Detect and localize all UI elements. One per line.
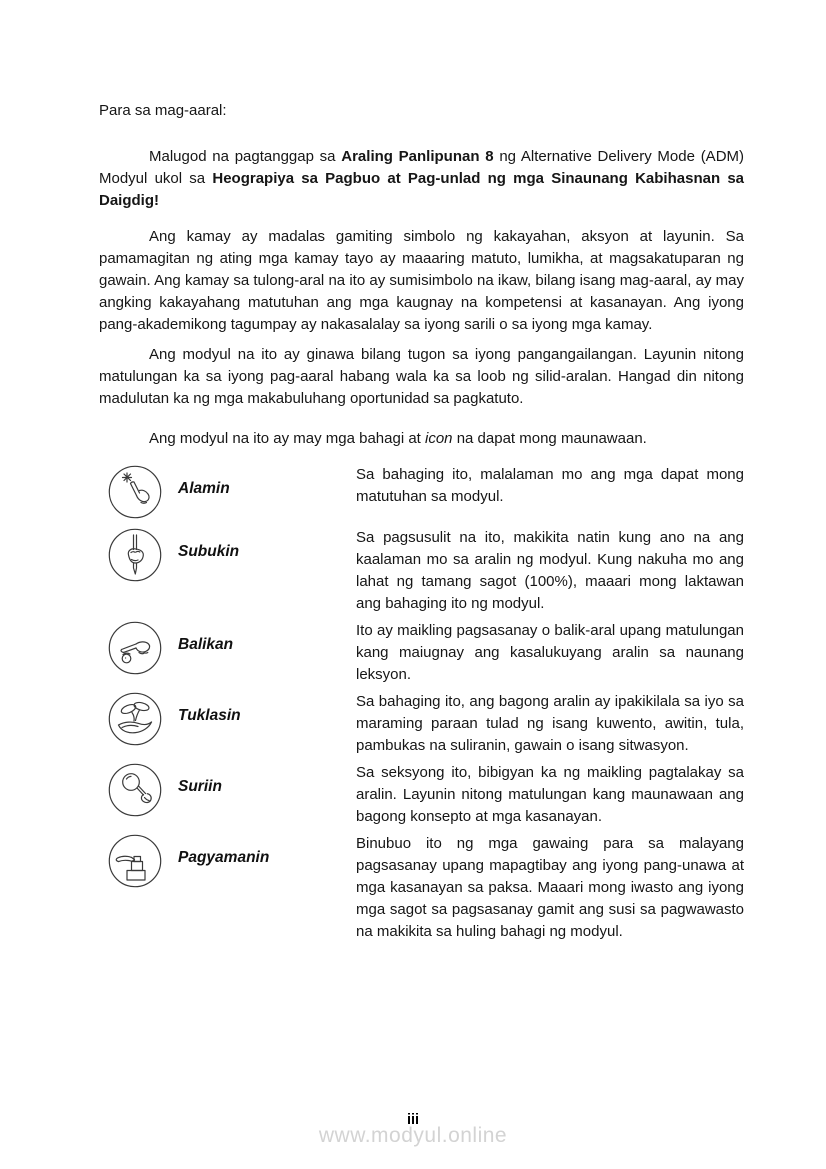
module-part-label-balikan: Balikan xyxy=(178,636,234,653)
page-number: iii xyxy=(406,1112,420,1128)
icon-intro-text-2: na dapat mong maunawaan. xyxy=(452,430,647,447)
module-part-label-pagyamanin: Pagyamanin xyxy=(178,849,270,866)
icon-word: icon xyxy=(425,430,453,447)
hands-holding-seedling-icon xyxy=(108,692,162,746)
welcome-text-2: ng Alternative Delivery Mode (ADM) Modyul ukol sa xyxy=(99,148,745,187)
module-part-row-tuklasin xyxy=(99,691,744,757)
module-part-description-alamin: Sa bahaging ito, malalaman mo ang mga dapat mong matutuhan sa modyul. xyxy=(356,466,744,505)
welcome-text-1: Malugod na pagtanggap sa xyxy=(149,148,342,165)
page-heading: Para sa mag-aaral: xyxy=(99,102,227,119)
icon-intro-paragraph xyxy=(99,428,744,450)
icon-intro-text-1: Ang modyul na ito ay may mga bahagi at xyxy=(149,430,425,447)
module-part-row-suriin xyxy=(99,762,744,828)
module-part-label-alamin: Alamin xyxy=(178,480,230,497)
subject-title: Araling Panlipunan 8 xyxy=(341,148,494,165)
hand-magnifying-glass-icon xyxy=(108,763,162,817)
module-part-description-suriin: Sa seksyong ito, bibigyan ka ng maikling pagtalakay sa aralin. Layunin nitong matulungan kang maunawaan ang bagong konsepto at mga kasanayan. xyxy=(356,764,744,825)
hand-pointing-star-icon xyxy=(108,465,162,519)
module-part-label-tuklasin: Tuklasin xyxy=(178,707,241,724)
module-title: Heograpiya sa Pagbuo at Pag-unlad ng mga Sinaunang Kabihasnan sa Daigdig! xyxy=(99,170,745,209)
hand-stacking-blocks-icon xyxy=(108,834,162,888)
module-part-row-alamin xyxy=(99,464,744,522)
welcome-paragraph xyxy=(99,146,744,212)
module-part-description-subukin: Sa pagsusulit na ito, makikita natin kung ano na ang kaalaman mo sa aralin ng modyul. Kung nakuha mo ang lahat ng tamang sagot (100%), maaari mong laktawan ang bahaging ito ng modyul. xyxy=(356,529,744,612)
module-part-description-balikan: Ito ay maikling pagsasanay o balik-aral upang matulungan kang maiugnay ang kasalukuyang aralin sa naunang leksyon. xyxy=(356,622,744,683)
module-part-row-subukin xyxy=(99,527,744,615)
page-content xyxy=(99,100,744,948)
module-part-description-tuklasin: Sa bahaging ito, ang bagong aralin ay ipakikilala sa iyo sa maraming paraan tulad ng isang kuwento, awitin, tula, pambukas na suliranin, gawain o isang sitwasyon. xyxy=(356,693,744,754)
module-part-row-balikan xyxy=(99,620,744,686)
watermark: www.modyul.online xyxy=(318,1124,508,1147)
hand-symbol-paragraph: Ang kamay ay madalas gamiting simbolo ng kakayahan, aksyon at layunin. Sa pamamagitan ng ating mga kamay tayo ay maaaring matuto, lumikha, at magsakatuparan ng gawain. Ang kamay sa tulong-aral na ito ay sumisimbolo na ikaw, bilang isang mag-aaral, ay may angking kakayahang matutuhan ang mga kaugnay na kompetensi at kasanayan. Ang iyong pang-akademikong tagumpay ay nakasalalay sa iyong sarili o sa iyong mga kamay. xyxy=(99,228,744,333)
module-part-description-pagyamanin: Binubuo ito ng mga gawaing para sa malayang pagsasanay upang mapagtibay ang iyong pang-unawa at mga kasanayan sa paksa. Maaari mong iwasto ang iyong mga sagot sa pagsasanay gamit ang susi sa pagwawasto na makikita sa huling bahagi ng modyul. xyxy=(356,835,744,940)
module-part-label-suriin: Suriin xyxy=(178,778,222,795)
module-purpose-paragraph: Ang modyul na ito ay ginawa bilang tugon sa iyong pangangailangan. Layunin nitong matulungan ka sa iyong pag-aaral habang wala ka sa loob ng silid-aralan. Hangad din nitong madulutan ka ng mga makabuluhang oportunidad sa pagkatuto. xyxy=(99,346,744,407)
module-part-label-subukin: Subukin xyxy=(178,543,240,560)
hand-pointing-person-icon xyxy=(108,621,162,675)
module-part-row-pagyamanin xyxy=(99,833,744,943)
module-parts-list xyxy=(99,464,744,943)
hand-holding-pencil-icon xyxy=(108,528,162,582)
